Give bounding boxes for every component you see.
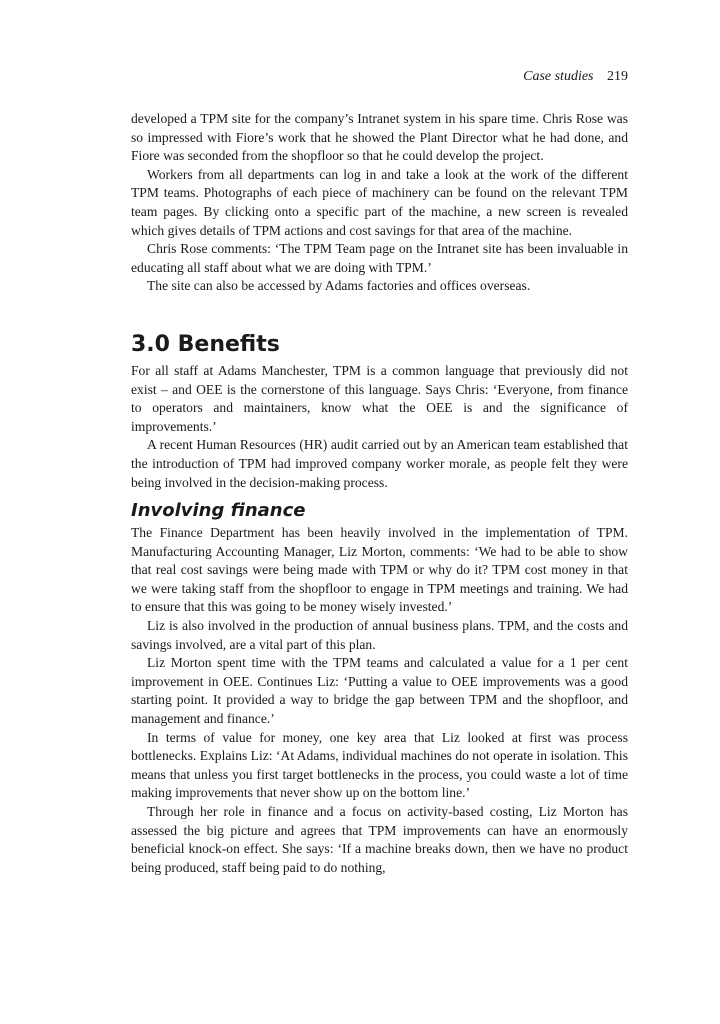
body-paragraph: The Finance Department has been heavily involved in the implementation of TPM. Manufacturing Accounting Manager, Liz Morton, comments: ‘We had to be able to show that real cost savings were being made with TPM or why do it? TPM cost money in that we were taking staff from the shopfloor to engage in TPM meetings and training. We had to ensure that this was going to be money wisely invested.’ bbox=[131, 525, 628, 615]
body-paragraph: Liz is also involved in the production of annual business plans. TPM, and the costs and savings involved, are a vital part of this plan. bbox=[131, 618, 628, 652]
body-paragraph: developed a TPM site for the company’s Intranet system in his spare time. Chris Rose was so impressed with Fiore’s work that he showed the Plant Director what he had done, and Fiore was seconded from the shopfloor so that he could develop the project. bbox=[131, 111, 628, 164]
book-page bbox=[131, 66, 628, 877]
body-paragraph: A recent Human Resources (HR) audit carried out by an American team established that the introduction of TPM had improved company worker morale, as people felt they were being involved in the decision-making process. bbox=[131, 437, 628, 490]
body-paragraph: Liz Morton spent time with the TPM teams and calculated a value for a 1 per cent improvement in OEE. Continues Liz: ‘Putting a value to OEE improvements was a good starting point. It provided a way to bridge the gap between TPM and the shopfloor, and management and finance.’ bbox=[131, 655, 628, 727]
benefits-section bbox=[131, 332, 628, 492]
body-paragraph: The site can also be accessed by Adams factories and offices overseas. bbox=[147, 278, 531, 294]
section-heading: 3.0 Benefits bbox=[131, 331, 280, 357]
running-head-title: Case studies bbox=[523, 69, 594, 84]
subsection-heading: Involving finance bbox=[131, 500, 306, 522]
body-paragraph: Workers from all departments can log in and take a look at the work of the different TPM teams. Photographs of each piece of machinery can be found on the relevant TPM team pages. By clicking onto a specific part of the machine, a new screen is revealed which gives details of TPM actions and cost savings for that area of the machine. bbox=[131, 166, 628, 238]
finance-section bbox=[131, 500, 628, 877]
running-head bbox=[131, 66, 628, 88]
intro-section bbox=[131, 110, 628, 296]
body-paragraph: In terms of value for money, one key area that Liz looked at first was process bottlenecks. Explains Liz: ‘At Adams, individual machines do not operate in isolation. This means that unless you first target bottlenecks in the process, you could waste a lot of time making improvements that never show up on the bottom line.’ bbox=[131, 729, 628, 801]
body-paragraph: Chris Rose comments: ‘The TPM Team page on the Intranet site has been invaluable in educating all staff about what we are doing with TPM.’ bbox=[131, 241, 628, 275]
body-paragraph: Through her role in finance and a focus on activity-based costing, Liz Morton has assessed the big picture and agrees that TPM improvements can have an enormously beneficial knock-on effect. She says: ‘If a machine breaks down, then we have no product being produced, staff being paid to do nothing, bbox=[131, 804, 628, 875]
page-number: 219 bbox=[607, 69, 628, 84]
body-paragraph: For all staff at Adams Manchester, TPM is a common language that previously did not exist – and OEE is the cornerstone of this language. Says Chris: ‘Everyone, from finance to operators and maintainers, know what the OEE is and the significance of improvements.’ bbox=[131, 362, 628, 434]
